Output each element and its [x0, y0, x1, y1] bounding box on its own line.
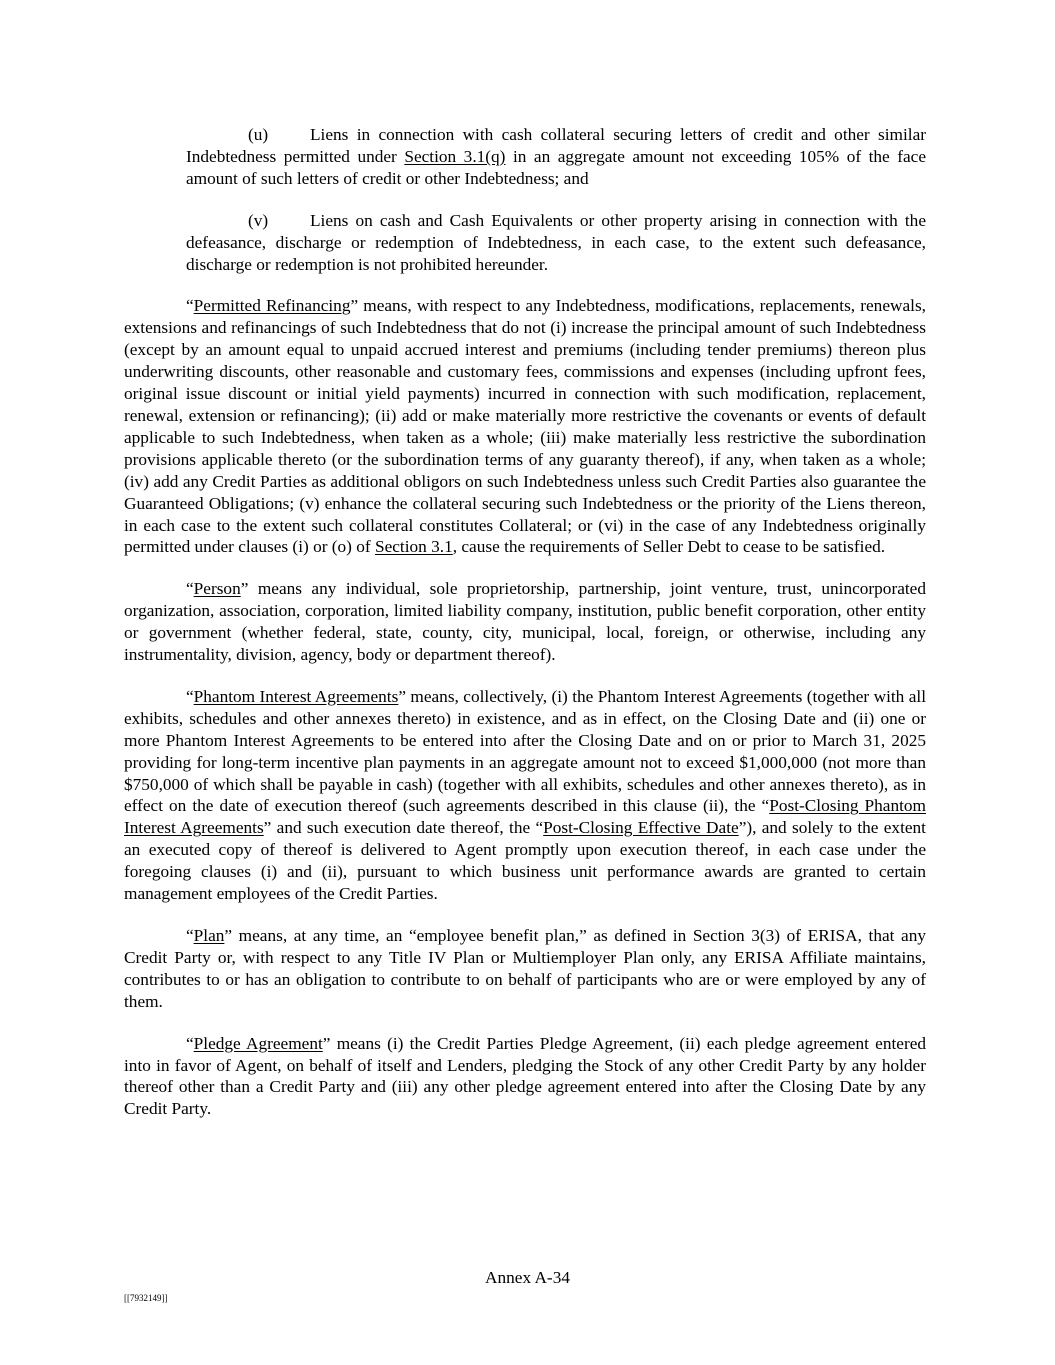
definition-person — [124, 578, 926, 666]
term-permitted-refinancing: Permitted Refinancing — [193, 296, 351, 316]
section-3-1-q-ref: Section 3.1(q) — [404, 146, 506, 166]
term-plan: Plan — [193, 926, 225, 945]
document-id: [[7932149]] — [124, 1293, 168, 1303]
open-quote: “ — [186, 1033, 194, 1053]
person-text: ” means any individual, sole proprietorship, partnership, joint venture, trust, unincorporated organization, association, corporation, limited liability company, institution, public benefit corporation, other entity or government (whether federal, state, county, city, municipal, local, foreign, or otherwise, including any instrumentality, division, agency, body or department thereof). — [124, 579, 926, 665]
term-person: Person — [193, 579, 241, 599]
pledge-text: ” means (i) the Credit Parties Pledge Agreement, (ii) each pledge agreement entered into in favor of Agent, on behalf of itself and Lenders, pledging the Stock of any other Credit Party by any holder thereof other than a Credit Party and (iii) any other pledge agreement entered into after the Closing Date by any Credit Party. — [124, 1033, 927, 1119]
item-v-label: (v) — [248, 210, 269, 230]
term-post-closing-effective-date: Post-Closing Effective Date — [543, 818, 739, 838]
open-quote: “ — [186, 579, 194, 599]
item-u-text-before: Liens in connection with cash collateral securing letters of credit and other similar Indebtedness permitted under — [186, 125, 926, 166]
item-v-text: Liens on cash and Cash Equivalents or other property arising in connection with the defeasance, discharge or redemption of Indebtedness, in each case, to the extent such defeasance, discharge or redemption is not prohibited hereunder. — [186, 210, 926, 274]
phantom-text-2: ” and such execution date thereof, the “ — [263, 818, 544, 838]
item-u-paragraph — [186, 124, 926, 190]
item-v — [186, 210, 926, 276]
open-quote: “ — [186, 926, 194, 945]
definition-pledge-agreement — [124, 1033, 926, 1121]
open-quote: “ — [186, 296, 194, 316]
permitted-refinancing-text-before: ” means, with respect to any Indebtedness, modifications, replacements, renewals, extensions and refinancings of such Indebtedness that do not (i) increase the principal amount of such Indebtedness (except by an amount equal to unpaid accrued interest and premiums (including tender premiums) thereon plus underwriting discounts, other reasonable and customary fees, commissions and expenses (including upfront fees, original issue discount or initial yield payments) incurred in connection with such modification, replacement, renewal, extension or refinancing); (ii) add or make materially more restrictive the covenants or events of default applicable to such Indebtedness, when taken as a whole; (iii) make materially less restrictive the subordination provisions applicable thereto (or the subordination terms of any guaranty thereof), if any, when taken as a whole; (iv) add any Credit Parties as additional obligors on such Indebtedness unless such Credit Parties also guarantee the Guaranteed Obligations; (v) enhance the collateral securing such Indebtedness or the priority of the Liens thereon, in each case to the extent such collateral constitutes Collateral; or (vi) in the case of any Indebtedness originally permitted under clauses (i) or (o) of — [124, 296, 926, 557]
definition-plan — [124, 925, 926, 1013]
page-number: Annex A-34 — [485, 1268, 570, 1287]
item-u — [186, 124, 926, 190]
term-phantom-interest-agreements: Phantom Interest Agreements — [193, 686, 399, 706]
permitted-refinancing-text-after: , cause the requirements of Seller Debt to cease to be satisfied. — [452, 537, 886, 557]
section-3-1-ref: Section 3.1 — [374, 537, 453, 557]
plan-text: ” means, at any time, an “employee benefit plan,” as defined in Section 3(3) of ERISA, that any Credit Party or, with respect to any Title IV Plan or Multiemployer Plan only, any ERISA Affiliate maintains, contributes to or has an obligation to contribute to on behalf of participants who are or were employed by any of them. — [124, 926, 926, 1011]
item-v-paragraph — [186, 210, 926, 276]
open-quote: “ — [186, 686, 194, 706]
term-pledge-agreement: Pledge Agreement — [193, 1033, 323, 1053]
definition-phantom-interest-agreements — [124, 686, 926, 905]
phantom-text-3: ”), and solely to the extent an executed copy of thereof is delivered to Agent promptly upon execution thereof, in each case under the foregoing clauses (i) and (ii), pursuant to which business unit performance awards are granted to certain management employees of the Credit Parties. — [124, 818, 926, 904]
item-u-label: (u) — [248, 125, 269, 144]
document-body — [124, 124, 926, 1120]
definition-permitted-refinancing — [124, 295, 926, 558]
phantom-text-1: ” means, collectively, (i) the Phantom Interest Agreements (together with all exhibits, schedules and other annexes thereto) in existence, and as in effect, on the Closing Date and (ii) one or more Phantom Interest Agreements to be entered into after the Closing Date and on or prior to March 31, 2025 providing for long-term incentive plan payments in an aggregate amount not to exceed $1,000,000 (not more than $750,000 of which shall be payable in cash) (together with all exhibits, schedules and other annexes thereto), as in effect on the date of execution thereof (such agreements described in this clause (ii), the “ — [124, 686, 926, 816]
term-post-closing-phantom-interest-agreements: Post-Closing Phantom Interest Agreements — [124, 796, 926, 838]
item-u-text-after: in an aggregate amount not exceeding 105% of the face amount of such letters of credit or other Indebtedness; and — [186, 146, 926, 188]
